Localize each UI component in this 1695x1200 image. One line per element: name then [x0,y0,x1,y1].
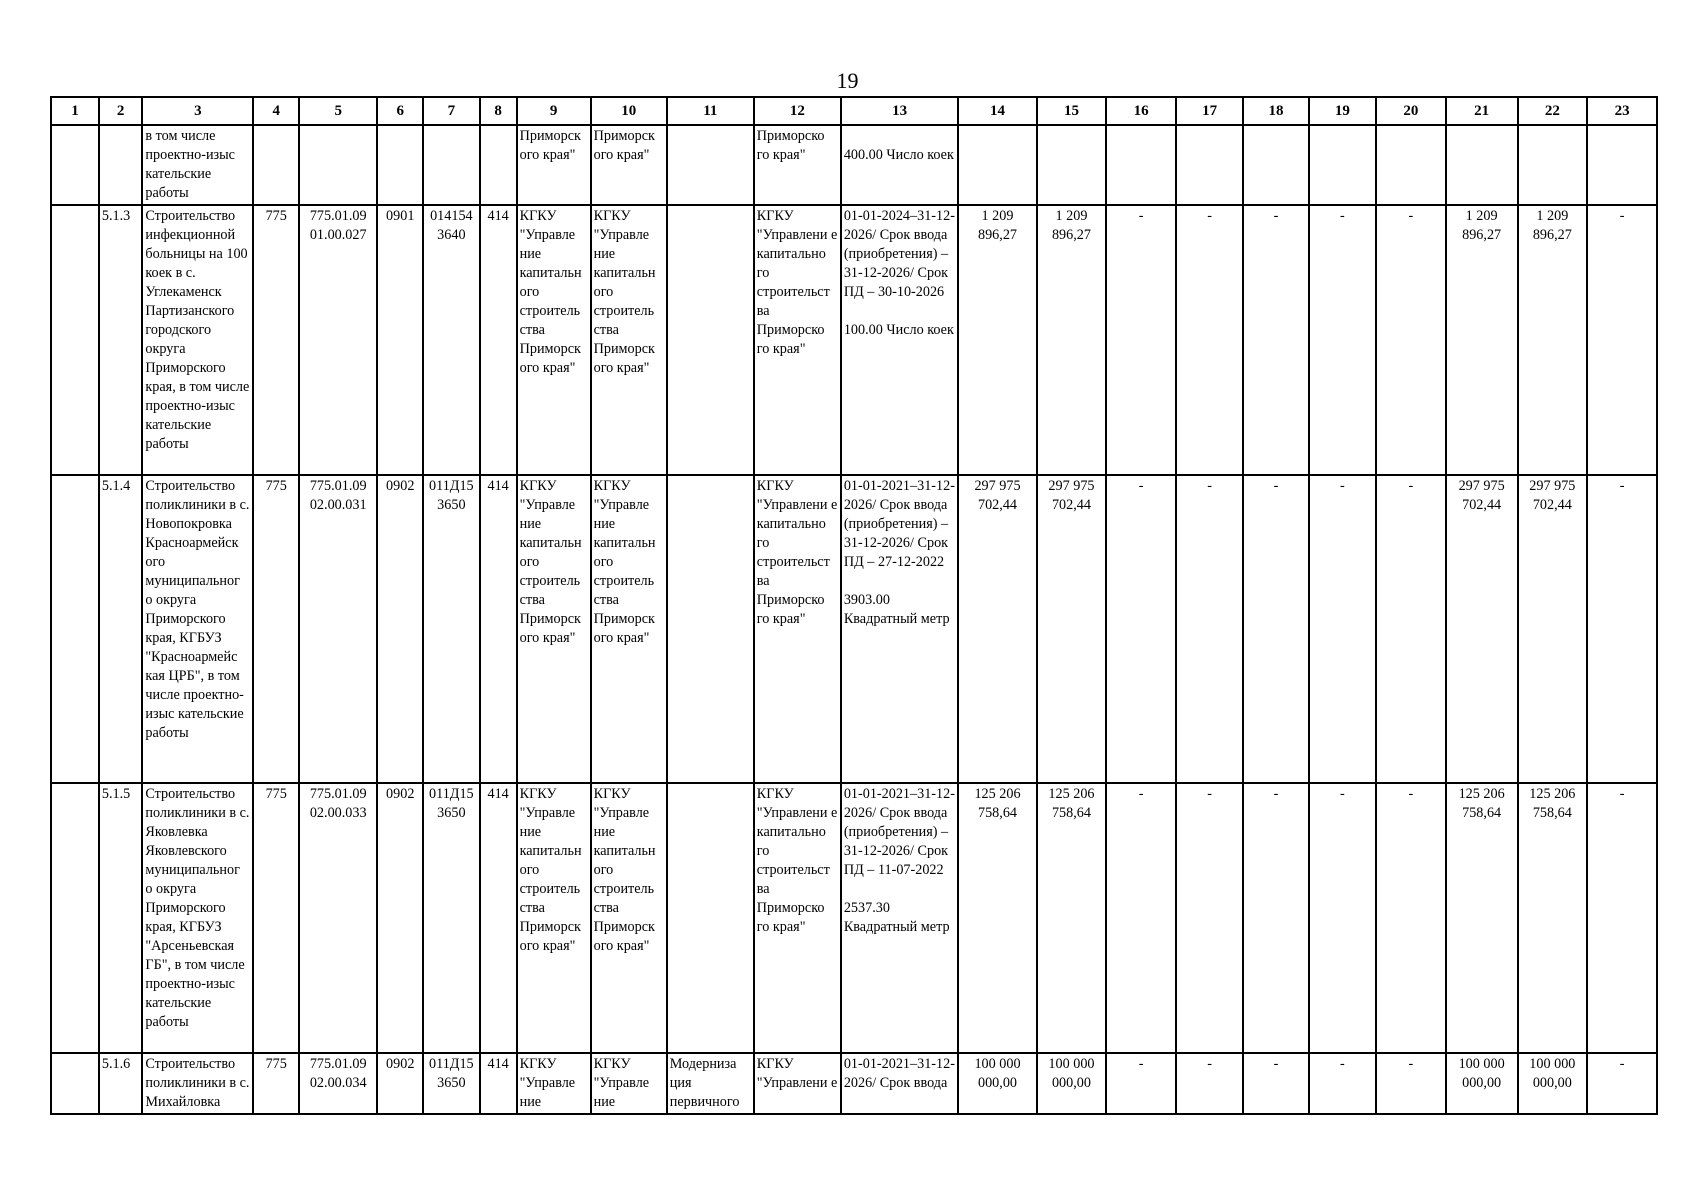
cell-col11 [667,205,754,475]
header-cell: 12 [754,97,841,125]
cell-col5: 775.01.09 02.00.033 [299,783,377,1053]
cell-col17: - [1176,475,1243,783]
header-cell: 8 [480,97,517,125]
header-cell: 20 [1376,97,1446,125]
header-cell: 21 [1446,97,1518,125]
cell-col14: 100 000 000,00 [958,1053,1036,1114]
cell-col14: 1 209 896,27 [958,205,1036,475]
cell-col18: - [1243,475,1308,783]
cell-col12: КГКУ "Управлени е капитально го строительст ва Приморско го края" [754,783,841,1053]
cell-row-number: 5.1.3 [99,205,143,475]
cell-col12: Приморско го края" [754,125,841,205]
table-row [51,125,1657,205]
header-cell: 19 [1309,97,1376,125]
cell-col13: 01-01-2024–31-12-2026/ Срок ввода (приобретения) – 31-12-2026/ Срок ПД – 30-10-2026 100.00 Число коек [841,205,959,475]
cell-col13: 400.00 Число коек [841,125,959,205]
cell-col8: 414 [480,205,517,475]
cell-col20: - [1376,783,1446,1053]
cell-col8 [480,125,517,205]
cell-col8: 414 [480,475,517,783]
cell-col7 [423,125,480,205]
cell-col20 [1376,125,1446,205]
header-cell: 11 [667,97,754,125]
cell-col7: 014154 3640 [423,205,480,475]
cell-col22: 297 975 702,44 [1518,475,1588,783]
cell-col16: - [1106,783,1176,1053]
cell-col22: 100 000 000,00 [1518,1053,1588,1114]
cell-col14: 125 206 758,64 [958,783,1036,1053]
header-cell: 2 [99,97,143,125]
cell-col16: - [1106,205,1176,475]
cell-object-name: Строительство инфекционной больницы на 100 коек в с. Углекаменск Партизанского городского округа Приморского края, в том числе проектно-изыс кательские работы [142,205,253,475]
header-cell: 17 [1176,97,1243,125]
cell-object-name: Строительство поликлиники в с. Яковлевка Яковлевского муниципальног о округа Приморского края, КГБУЗ "Арсеньевская ГБ", в том числе проектно-изыс кательские работы [142,783,253,1053]
cell-col4 [253,125,299,205]
page-number: 19 [836,68,859,93]
cell-col20: - [1376,205,1446,475]
header-cell: 6 [377,97,423,125]
cell-col18: - [1243,1053,1308,1114]
cell-object-name: Строительство поликлиники в с. Новопокровка Красноармейск ого муниципальног о округа Приморского края, КГБУЗ "Красноармейс кая ЦРБ", в том числе проектно-изыс кательские работы [142,475,253,783]
cell-col17: - [1176,1053,1243,1114]
cell-col22 [1518,125,1588,205]
header-row [51,97,1657,125]
cell-row-number: 5.1.4 [99,475,143,783]
cell-col6 [377,125,423,205]
header-cell: 16 [1106,97,1176,125]
cell-object-name: в том числе проектно-изыс кательские работы [142,125,253,205]
cell-col1 [51,125,99,205]
cell-col21: 100 000 000,00 [1446,1053,1518,1114]
cell-col10: КГКУ "Управле ние капитальн ого строитель ства Приморск ого края" [591,783,667,1053]
cell-col5 [299,125,377,205]
cell-col23: - [1587,475,1657,783]
cell-col21 [1446,125,1518,205]
cell-col9: КГКУ "Управле ние капитальн ого строитель ства Приморск ого края" [517,205,591,475]
cell-col6: 0902 [377,783,423,1053]
header-cell: 5 [299,97,377,125]
cell-col16: - [1106,475,1176,783]
cell-col19: - [1309,783,1376,1053]
header-cell: 14 [958,97,1036,125]
header-cell: 23 [1587,97,1657,125]
header-cell: 9 [517,97,591,125]
table-row [51,1053,1657,1114]
cell-col1 [51,475,99,783]
cell-col23: - [1587,783,1657,1053]
header-cell: 13 [841,97,959,125]
cell-col21: 297 975 702,44 [1446,475,1518,783]
cell-col17: - [1176,783,1243,1053]
cell-col4: 775 [253,205,299,475]
header-cell: 1 [51,97,99,125]
cell-col18: - [1243,783,1308,1053]
cell-col5: 775.01.09 01.00.027 [299,205,377,475]
cell-col4: 775 [253,1053,299,1114]
table-row [51,783,1657,1053]
cell-col4: 775 [253,475,299,783]
cell-col9: Приморск ого края" [517,125,591,205]
header-cell: 7 [423,97,480,125]
cell-col1 [51,205,99,475]
cell-col8: 414 [480,783,517,1053]
cell-col13: 01-01-2021–31-12-2026/ Срок ввода (приобретения) – 31-12-2026/ Срок ПД – 11-07-2022 2537.30 Квадратный метр [841,783,959,1053]
cell-row-number: 5.1.6 [99,1053,143,1114]
cell-col15: 1 209 896,27 [1037,205,1107,475]
cell-col11 [667,783,754,1053]
cell-col15: 125 206 758,64 [1037,783,1107,1053]
cell-col11 [667,475,754,783]
cell-col12: КГКУ "Управлени е капитально го строительст ва Приморско го края" [754,475,841,783]
table-row [51,205,1657,475]
cell-col5: 775.01.09 02.00.031 [299,475,377,783]
cell-col17 [1176,125,1243,205]
cell-col19 [1309,125,1376,205]
header-cell: 3 [142,97,253,125]
cell-col14 [958,125,1036,205]
cell-col16: - [1106,1053,1176,1114]
cell-object-name: Строительство поликлиники в с. Михайловка [142,1053,253,1114]
cell-col9: КГКУ "Управле ние капитальн ого строитель ства Приморск ого края" [517,475,591,783]
cell-col23 [1587,125,1657,205]
header-cell: 10 [591,97,667,125]
cell-col22: 1 209 896,27 [1518,205,1588,475]
cell-col19: - [1309,205,1376,475]
cell-col10: Приморск ого края" [591,125,667,205]
cell-col6: 0902 [377,1053,423,1114]
header-cell: 18 [1243,97,1308,125]
header-cell: 15 [1037,97,1107,125]
cell-col7: 011Д15 3650 [423,783,480,1053]
cell-col10: КГКУ "Управле ние капитальн ого строитель ства Приморск ого края" [591,475,667,783]
cell-col18 [1243,125,1308,205]
cell-col16 [1106,125,1176,205]
cell-col21: 1 209 896,27 [1446,205,1518,475]
cell-col20: - [1376,1053,1446,1114]
cell-col5: 775.01.09 02.00.034 [299,1053,377,1114]
cell-col13: 01-01-2021–31-12-2026/ Срок ввода (приобретения) – 31-12-2026/ Срок ПД – 27-12-2022 3903.00 Квадратный метр [841,475,959,783]
cell-col18: - [1243,205,1308,475]
cell-col12: КГКУ "Управлени е капитально го строительст ва Приморско го края" [754,205,841,475]
cell-col17: - [1176,205,1243,475]
cell-row-number: 5.1.5 [99,783,143,1053]
cell-col15: 100 000 000,00 [1037,1053,1107,1114]
cell-col10: КГКУ "Управле ние [591,1053,667,1114]
cell-col11: Модерниза ция первичного [667,1053,754,1114]
budget-table [50,96,1658,1115]
header-cell: 22 [1518,97,1588,125]
cell-col14: 297 975 702,44 [958,475,1036,783]
header-cell: 4 [253,97,299,125]
cell-col23: - [1587,1053,1657,1114]
cell-col23: - [1587,205,1657,475]
cell-col19: - [1309,1053,1376,1114]
cell-col7: 011Д15 3650 [423,1053,480,1114]
cell-col11 [667,125,754,205]
cell-col9: КГКУ "Управле ние капитальн ого строитель ства Приморск ого края" [517,783,591,1053]
cell-col13: 01-01-2021–31-12-2026/ Срок ввода [841,1053,959,1114]
cell-col6: 0901 [377,205,423,475]
cell-col4: 775 [253,783,299,1053]
cell-col15 [1037,125,1107,205]
cell-col15: 297 975 702,44 [1037,475,1107,783]
cell-col20: - [1376,475,1446,783]
cell-col9: КГКУ "Управле ние [517,1053,591,1114]
cell-col6: 0902 [377,475,423,783]
cell-row-number [99,125,143,205]
cell-col19: - [1309,475,1376,783]
cell-col12: КГКУ "Управлени е [754,1053,841,1114]
cell-col10: КГКУ "Управле ние капитальн ого строитель ства Приморск ого края" [591,205,667,475]
table-row [51,475,1657,783]
cell-col8: 414 [480,1053,517,1114]
cell-col1 [51,1053,99,1114]
cell-col1 [51,783,99,1053]
cell-col22: 125 206 758,64 [1518,783,1588,1053]
cell-col21: 125 206 758,64 [1446,783,1518,1053]
cell-col7: 011Д15 3650 [423,475,480,783]
